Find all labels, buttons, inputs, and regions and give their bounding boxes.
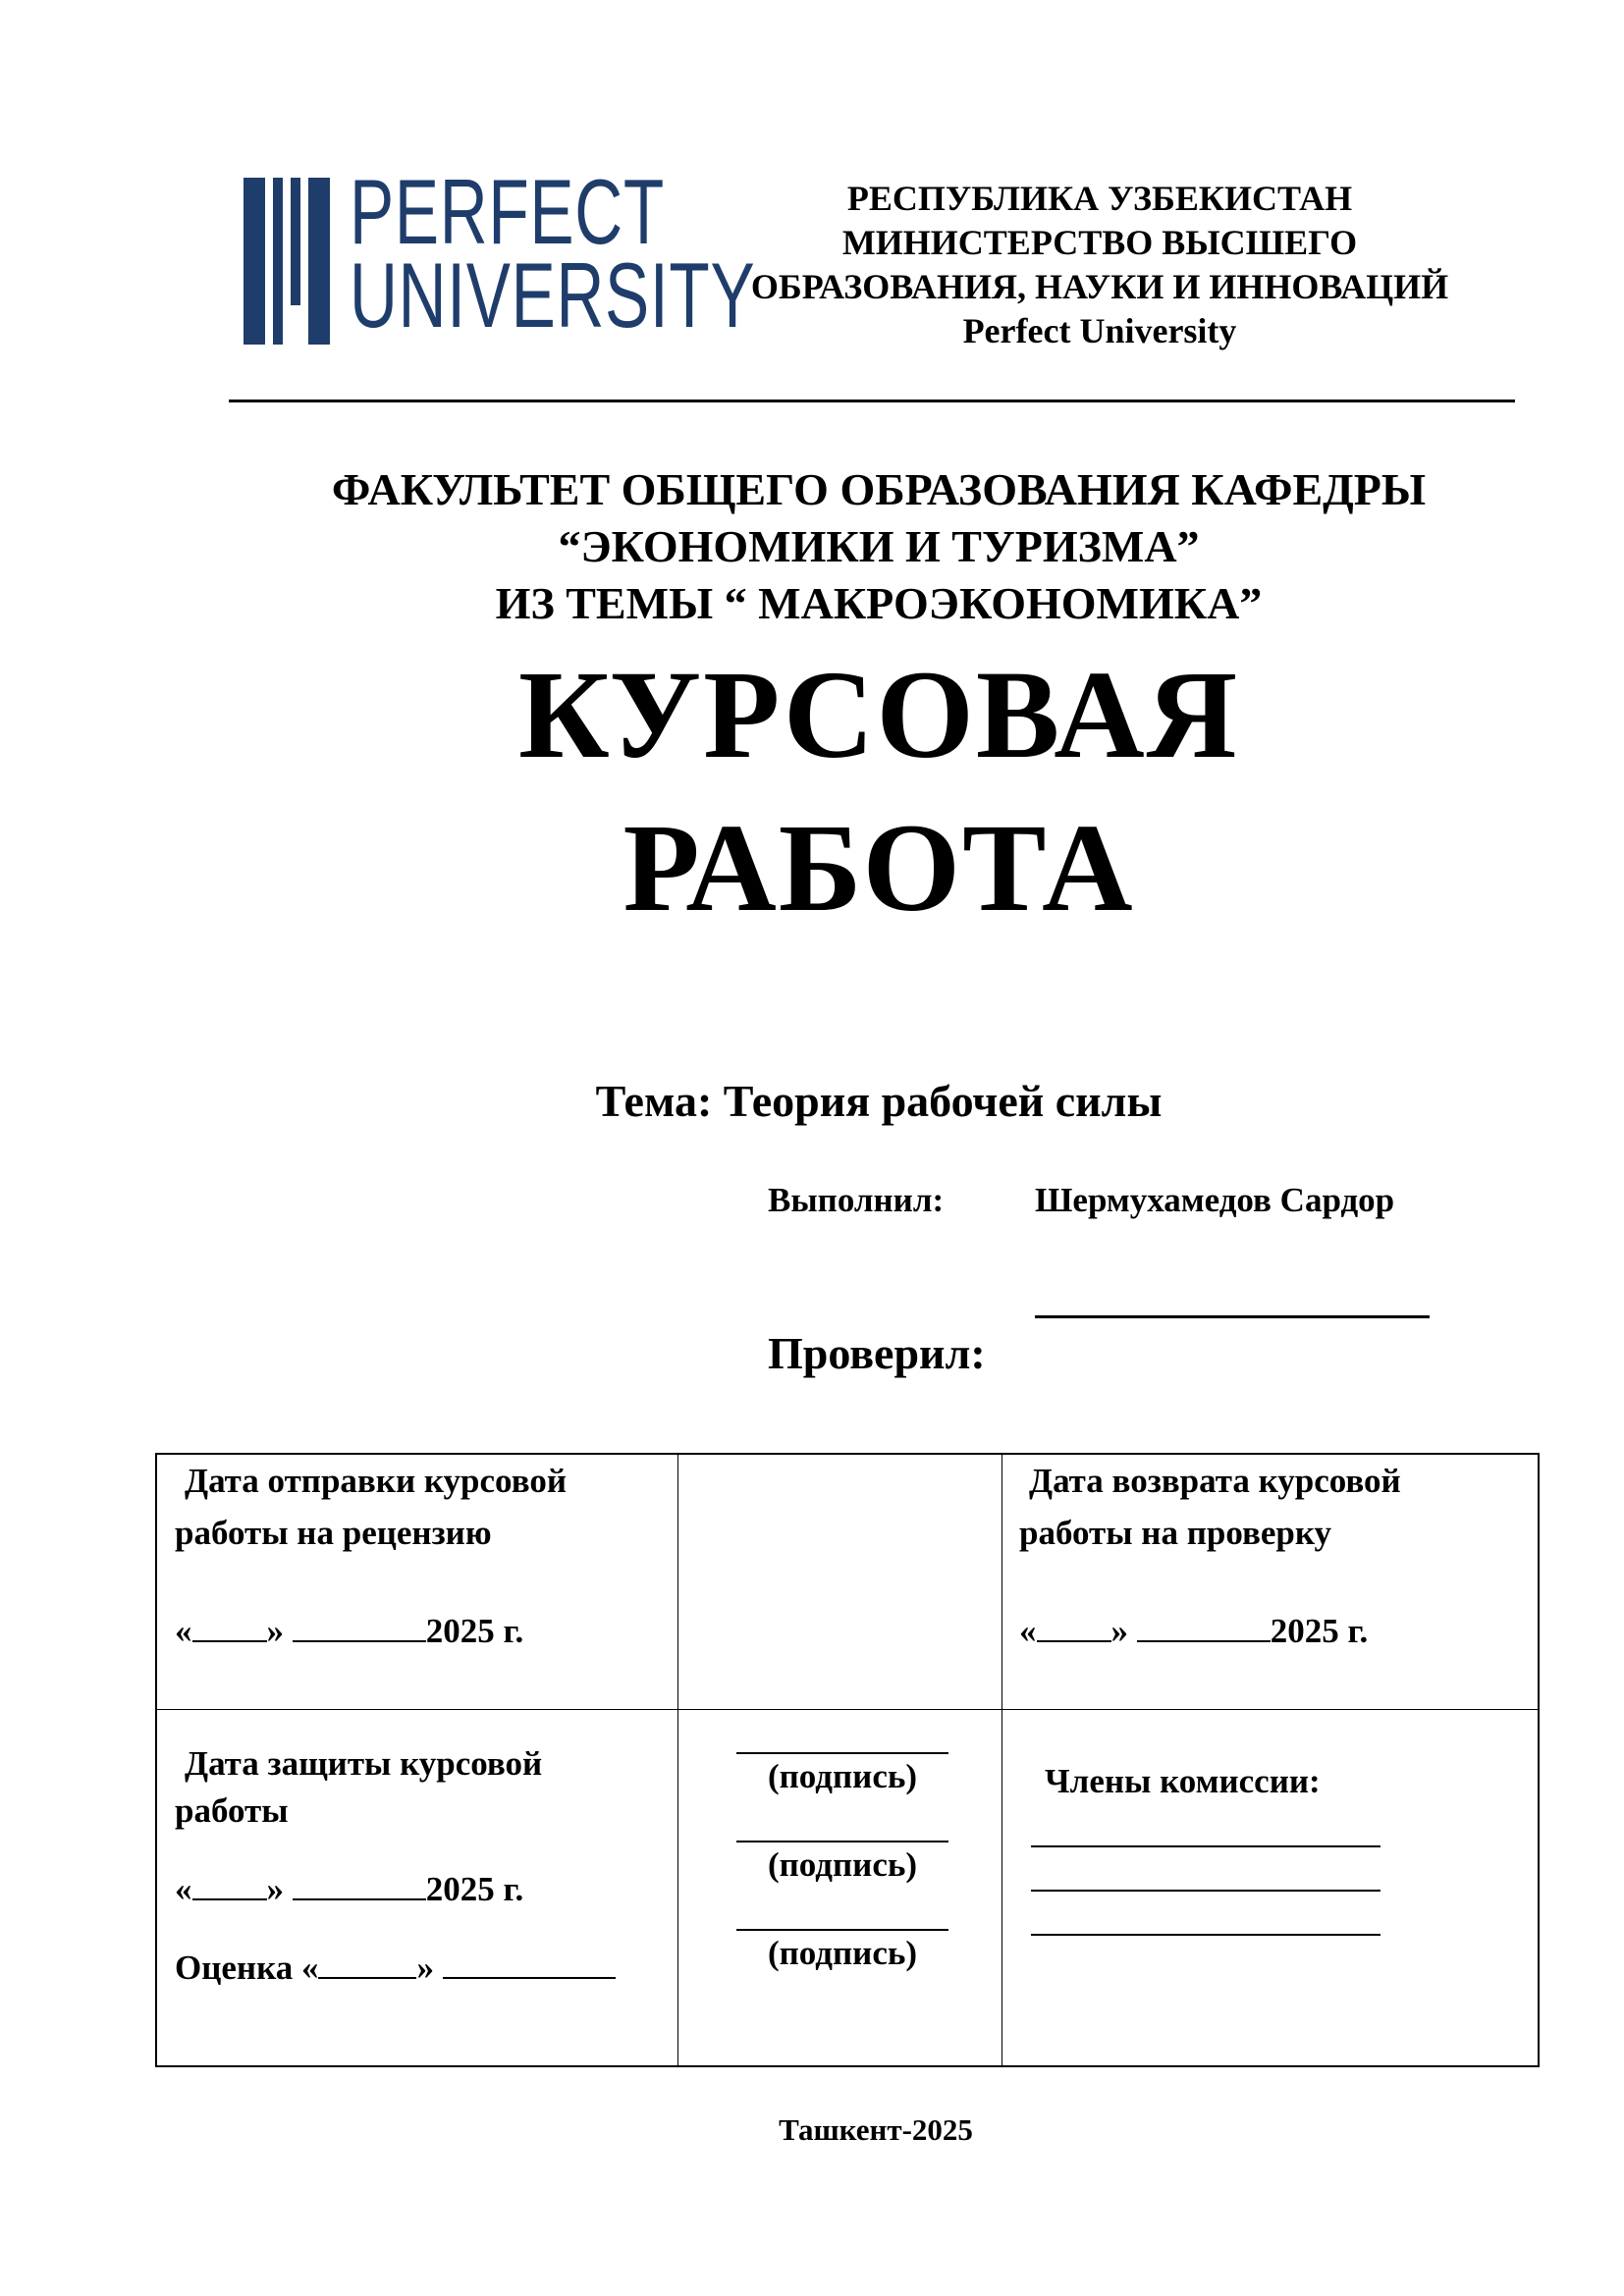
open-quote: « <box>175 1870 192 1908</box>
title-line-2: РАБОТА <box>623 798 1135 937</box>
signature-line <box>736 1841 948 1842</box>
header-line-4: Perfect University <box>962 311 1237 350</box>
faculty-line-2: “ЭКОНОМИКИ И ТУРИЗМА” <box>558 521 1200 571</box>
defense-year: 2025 г. <box>425 1870 524 1908</box>
signature-caption: (подпись) <box>767 1845 918 1884</box>
table-divider <box>157 1709 1538 1710</box>
return-date-field <box>1019 1605 1401 1657</box>
return-date-cell <box>1019 1455 1401 1657</box>
grade-blank <box>318 1943 416 1979</box>
topic: Тема: Теория рабочей силы <box>595 1076 1163 1126</box>
checked-label: Проверил: <box>768 1328 986 1378</box>
sent-date-line-1: Дата отправки курсовой <box>185 1462 568 1500</box>
faculty-line-3: ИЗ ТЕМЫ “ МАКРОЭКОНОМИКА” <box>495 578 1263 628</box>
header-line-2: МИНИСТЕРСТВО ВЫСШЕГО <box>841 223 1358 262</box>
day-blank <box>192 1606 267 1642</box>
sent-date-field <box>175 1605 567 1657</box>
table-divider <box>677 1455 678 2065</box>
performed-name: Шермухамедов Сардор <box>1035 1181 1395 1219</box>
grade-words-blank <box>443 1943 616 1979</box>
logo-line-2: UNIVERSITY <box>350 243 756 347</box>
header-line-1: РЕСПУБЛИКА УЗБЕКИСТАН <box>846 179 1353 218</box>
defense-date-line-2: работы <box>175 1791 289 1830</box>
header-line-3: ОБРАЗОВАНИЯ, НАУКИ И ИННОВАЦИЙ <box>750 267 1449 306</box>
header-divider <box>229 400 1515 402</box>
ministry-header <box>687 177 1512 353</box>
commission-line <box>1031 1934 1380 1936</box>
open-quote: « <box>175 1612 192 1650</box>
signature-line <box>1035 1315 1430 1318</box>
month-blank <box>293 1606 426 1642</box>
performed-label: Выполнил: <box>768 1181 945 1219</box>
signature-caption: (подпись) <box>767 1934 918 1972</box>
footer-city-year: Ташкент-2025 <box>779 2112 973 2147</box>
review-table <box>155 1453 1540 2067</box>
signature-caption: (подпись) <box>767 1757 918 1795</box>
logo-bars-icon <box>244 178 330 345</box>
month-blank <box>1137 1606 1271 1642</box>
signature-line <box>736 1752 948 1754</box>
document-title <box>295 638 1463 944</box>
sent-date-line-2: работы на рецензию <box>175 1514 492 1552</box>
grade-label: Оценка « <box>175 1949 319 1987</box>
return-date-line-1: Дата возврата курсовой <box>1029 1462 1401 1500</box>
commission-line <box>1031 1845 1380 1847</box>
open-quote: « <box>1019 1612 1037 1650</box>
close-quote: » <box>266 1870 284 1908</box>
close-quote: » <box>1110 1612 1128 1650</box>
sent-year: 2025 г. <box>425 1612 524 1650</box>
month-blank <box>293 1864 426 1900</box>
grade-field <box>175 1943 616 1992</box>
return-year: 2025 г. <box>1270 1612 1369 1650</box>
commission-label: Члены комиссии: <box>1045 1762 1321 1800</box>
faculty-line-1: ФАКУЛЬТЕТ ОБЩЕГО ОБРАЗОВАНИЯ КАФЕДРЫ <box>331 464 1427 514</box>
day-blank <box>192 1864 267 1900</box>
defense-date-cell <box>175 1740 616 1992</box>
commission-line <box>1031 1890 1380 1892</box>
close-quote: » <box>416 1949 434 1987</box>
logo-line-1: PERFECT <box>350 160 665 263</box>
table-divider <box>1001 1455 1002 2065</box>
faculty-block <box>196 461 1561 632</box>
sent-date-cell <box>175 1455 568 1657</box>
signature-line <box>736 1929 948 1931</box>
close-quote: » <box>266 1612 284 1650</box>
defense-date-line-1: Дата защиты курсовой <box>185 1744 543 1783</box>
return-date-line-2: работы на проверку <box>1019 1514 1332 1552</box>
day-blank <box>1037 1606 1111 1642</box>
title-line-1: КУРСОВАЯ <box>517 645 1240 784</box>
defense-date-field <box>175 1864 616 1913</box>
university-logo <box>244 160 756 347</box>
